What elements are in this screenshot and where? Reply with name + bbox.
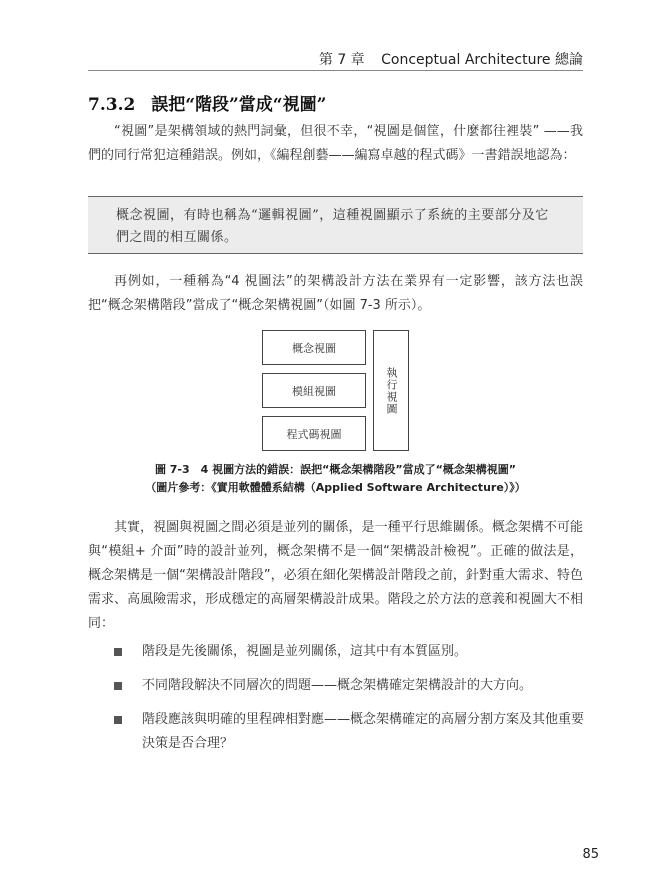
diagram-box-conceptual-view: 概念視圖 xyxy=(262,330,366,365)
diagram-box-code-view: 程式碼視圖 xyxy=(262,416,366,451)
four-view-diagram xyxy=(262,330,412,450)
list-item xyxy=(110,708,585,756)
bullet-square-icon xyxy=(114,648,122,656)
paragraph-1: “視圖”是架構領域的熱門詞彙，但很不幸，“視圖是個筐，什麼都往裡裝” ——我們的同行常犯這種錯誤。例如，《編程創藝——編寫卓越的程式碼》一書錯誤地認為： xyxy=(88,124,583,163)
chapter-label: 第 7 章 xyxy=(318,52,365,68)
quote-text: 概念視圖，有時也稱為“邏輯視圖”，這種視圖顯示了系統的主要部分及它們之間的相互關係。 xyxy=(116,208,549,245)
list-item-text: 不同階段解決不同層次的問題——概念架構確定架構設計的大方向。 xyxy=(142,678,533,693)
diagram-box-execution-view: 執行視圖 xyxy=(373,330,409,451)
list-item xyxy=(110,640,585,664)
paragraph-3: 其實，視圖與視圖之間必須是並列的關係，是一種平行思維關係。概念架構不可能與“模組+ 介面”時的設計並列，概念架構不是一個“架構設計檢視”。正確的做法是，概念架構是一個“架構設計階段”，必須在細化架構設計階段之前，針對重大需求、特色需求、高風險需求，形成穩定的高層架構設計成果。階段之於方法的意義和視圖大不相同： xyxy=(88,520,583,631)
list-item xyxy=(110,674,585,698)
list-item-text: 階段應該與明確的里程碑相對應——概念架構確定的高層分割方案及其他重要決策是否合理？ xyxy=(142,712,585,751)
list-item-text: 階段是先後關係，視圖是並列關係，這其中有本質區別。 xyxy=(142,644,468,659)
paragraph-2: 再例如，一種稱為“4 視圖法”的架構設計方法在業界有一定影響，該方法也誤把“概念架構階段”當成了“概念架構視圖”（如圖 7-3 所示）。 xyxy=(88,274,583,313)
section-heading xyxy=(88,90,326,115)
figure-source: （圖片參考：《實用軟體體系結構（Applied Software Architecture）》） xyxy=(145,481,526,494)
quote-block xyxy=(88,196,583,254)
section-number: 7.3.2 xyxy=(88,95,136,115)
chapter-title: Conceptual Architecture 總論 xyxy=(381,52,583,68)
bullet-list xyxy=(110,640,585,766)
bullet-square-icon xyxy=(114,716,122,724)
header-rule xyxy=(88,70,583,71)
page-number: 85 xyxy=(582,847,599,862)
diagram-box-module-view: 模組視圖 xyxy=(262,373,366,408)
figure-caption: 圖 7-3 4 視圖方法的錯誤：誤把“概念架構階段”當成了“概念架構視圖” xyxy=(154,463,517,476)
section-title: 誤把“階段”當成“視圖” xyxy=(151,95,327,115)
running-header xyxy=(319,49,583,69)
bullet-square-icon xyxy=(114,682,122,690)
